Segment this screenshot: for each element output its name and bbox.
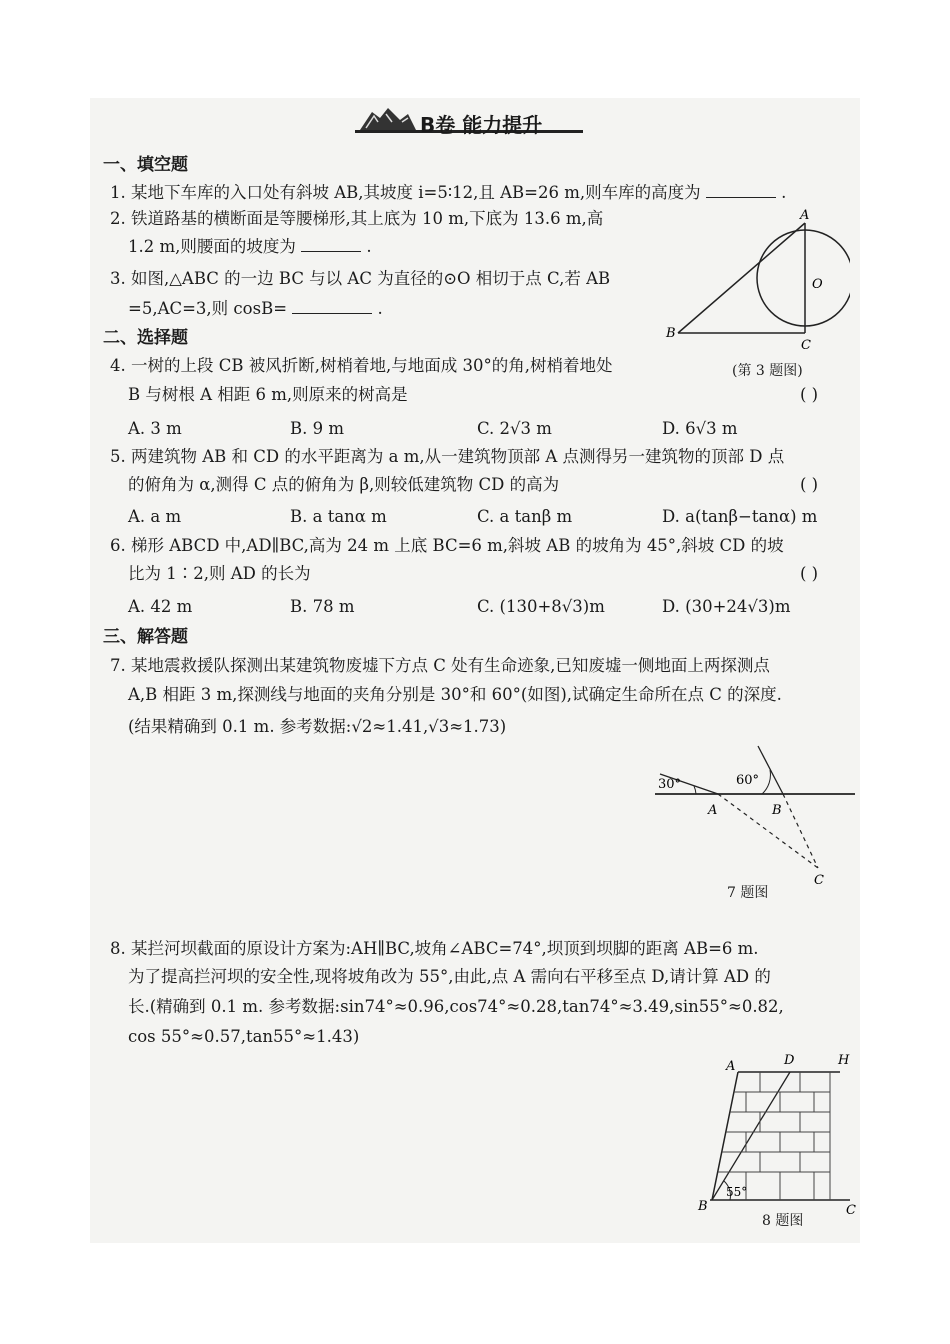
section-solve-title: 三、解答题 <box>103 627 188 647</box>
fig3-label-a: A <box>800 208 810 223</box>
q5-line1: 5. 两建筑物 AB 和 CD 的水平距离为 a m,从一建筑物顶部 A 点测得另一建筑物的顶部 D 点 <box>110 447 785 466</box>
q3-line2: =5,AC=3,则 cosB= . <box>128 299 383 318</box>
fig7-label-b: B <box>772 803 782 818</box>
q5-line2: 的俯角为 α,测得 C 点的俯角为 β,则较低建筑物 CD 的高为 <box>128 475 560 494</box>
q8-line4: cos 55°≈0.57,tan55°≈1.43) <box>128 1027 360 1046</box>
figure-8 <box>690 1048 860 1224</box>
q4-option-d[interactable]: D. 6√3 m <box>662 419 738 438</box>
q2-line1: 2. 铁道路基的横断面是等腰梯形,其上底为 10 m,下底为 13.6 m,高 <box>110 209 604 228</box>
q5-option-c[interactable]: C. a tanβ m <box>477 507 573 526</box>
q2-blank[interactable] <box>301 237 361 252</box>
q1-text: 1. 某地下车库的入口处有斜坡 AB,其坡度 i=5∶12,且 AB=26 m,则车库的高度为 . <box>110 183 787 202</box>
q3-line1: 3. 如图,△ABC 的一边 BC 与以 AC 为直径的⊙O 相切于点 C,若 AB <box>110 269 611 288</box>
section-choice-title: 二、选择题 <box>103 328 188 348</box>
fig7-angle-30: 30° <box>658 777 682 792</box>
fig8-caption: 8 题图 <box>762 1213 804 1229</box>
mountain-icon <box>358 104 418 132</box>
q5-answer-paren[interactable]: ( ) <box>800 475 819 494</box>
q6-option-a[interactable]: A. 42 m <box>128 597 193 616</box>
fig3-label-b: B <box>666 326 676 341</box>
q6-option-b[interactable]: B. 78 m <box>290 597 355 616</box>
q6-option-c[interactable]: C. (130+8√3)m <box>477 597 605 616</box>
q8-line1: 8. 某拦河坝截面的原设计方案为:AH∥BC,坡角∠ABC=74°,坝顶到坝脚的距离 AB=6 m. <box>110 939 759 958</box>
fig8-label-a: A <box>726 1059 736 1074</box>
q4-option-b[interactable]: B. 9 m <box>290 419 345 438</box>
q8-line2: 为了提高拦河坝的安全性,现将坡角改为 55°,由此,点 A 需向右平移至点 D,请计算 AD 的 <box>128 967 771 986</box>
fig3-label-o: O <box>812 277 823 292</box>
q3-blank[interactable] <box>292 299 372 314</box>
fig8-label-h: H <box>838 1053 850 1068</box>
fig8-label-b: B <box>698 1199 708 1214</box>
figure-3 <box>660 205 850 355</box>
fig7-angle-60: 60° <box>736 773 760 788</box>
q6-line1: 6. 梯形 ABCD 中,AD∥BC,高为 24 m 上底 BC=6 m,斜坡 AB 的坡角为 45°,斜坡 CD 的坡 <box>110 536 784 555</box>
q4-line1: 4. 一树的上段 CB 被风折断,树梢着地,与地面成 30°的角,树梢着地处 <box>110 356 613 375</box>
q8-line3: 长.(精确到 0.1 m. 参考数据:sin74°≈0.96,cos74°≈0.28,tan74°≈3.49,sin55°≈0.82, <box>128 997 784 1016</box>
q7-line2: A,B 相距 3 m,探测线与地面的夹角分别是 30°和 60°(如图),试确定生命所在点 C 的深度. <box>128 685 782 704</box>
fig8-label-c: C <box>846 1203 856 1218</box>
figure-7 <box>650 738 860 888</box>
fig7-label-c: C <box>814 873 824 888</box>
q1-blank[interactable] <box>706 183 776 198</box>
q4-line2: B 与树根 A 相距 6 m,则原来的树高是 <box>128 385 408 404</box>
q4-option-a[interactable]: A. 3 m <box>128 419 182 438</box>
q4-option-c[interactable]: C. 2√3 m <box>477 419 552 438</box>
q6-answer-paren[interactable]: ( ) <box>800 564 819 583</box>
q6-line2: 比为 1∶2,则 AD 的长为 <box>128 564 311 583</box>
q6-option-d[interactable]: D. (30+24√3)m <box>662 597 791 616</box>
section-fill-title: 一、填空题 <box>103 155 188 175</box>
q4-answer-paren[interactable]: ( ) <box>800 385 819 404</box>
fig8-label-d: D <box>784 1053 795 1068</box>
fig7-label-a: A <box>708 803 718 818</box>
fig7-caption: 7 题图 <box>727 885 769 901</box>
q7-line3: (结果精确到 0.1 m. 参考数据:√2≈1.41,√3≈1.73) <box>128 717 507 736</box>
fig3-label-c: C <box>801 338 811 353</box>
q5-option-a[interactable]: A. a m <box>128 507 182 526</box>
fig8-angle-55: 55° <box>726 1185 748 1199</box>
q5-option-d[interactable]: D. a(tanβ−tanα) m <box>662 507 818 526</box>
q7-line1: 7. 某地震救援队探测出某建筑物废墟下方点 C 处有生命迹象,已知废墟一侧地面上两探测点 <box>110 656 770 675</box>
q5-option-b[interactable]: B. a tanα m <box>290 507 387 526</box>
fig3-caption: (第 3 题图) <box>732 363 803 379</box>
q2-line2: 1.2 m,则腰面的坡度为 . <box>128 237 372 256</box>
header-title: B卷 能力提升 <box>420 113 543 137</box>
